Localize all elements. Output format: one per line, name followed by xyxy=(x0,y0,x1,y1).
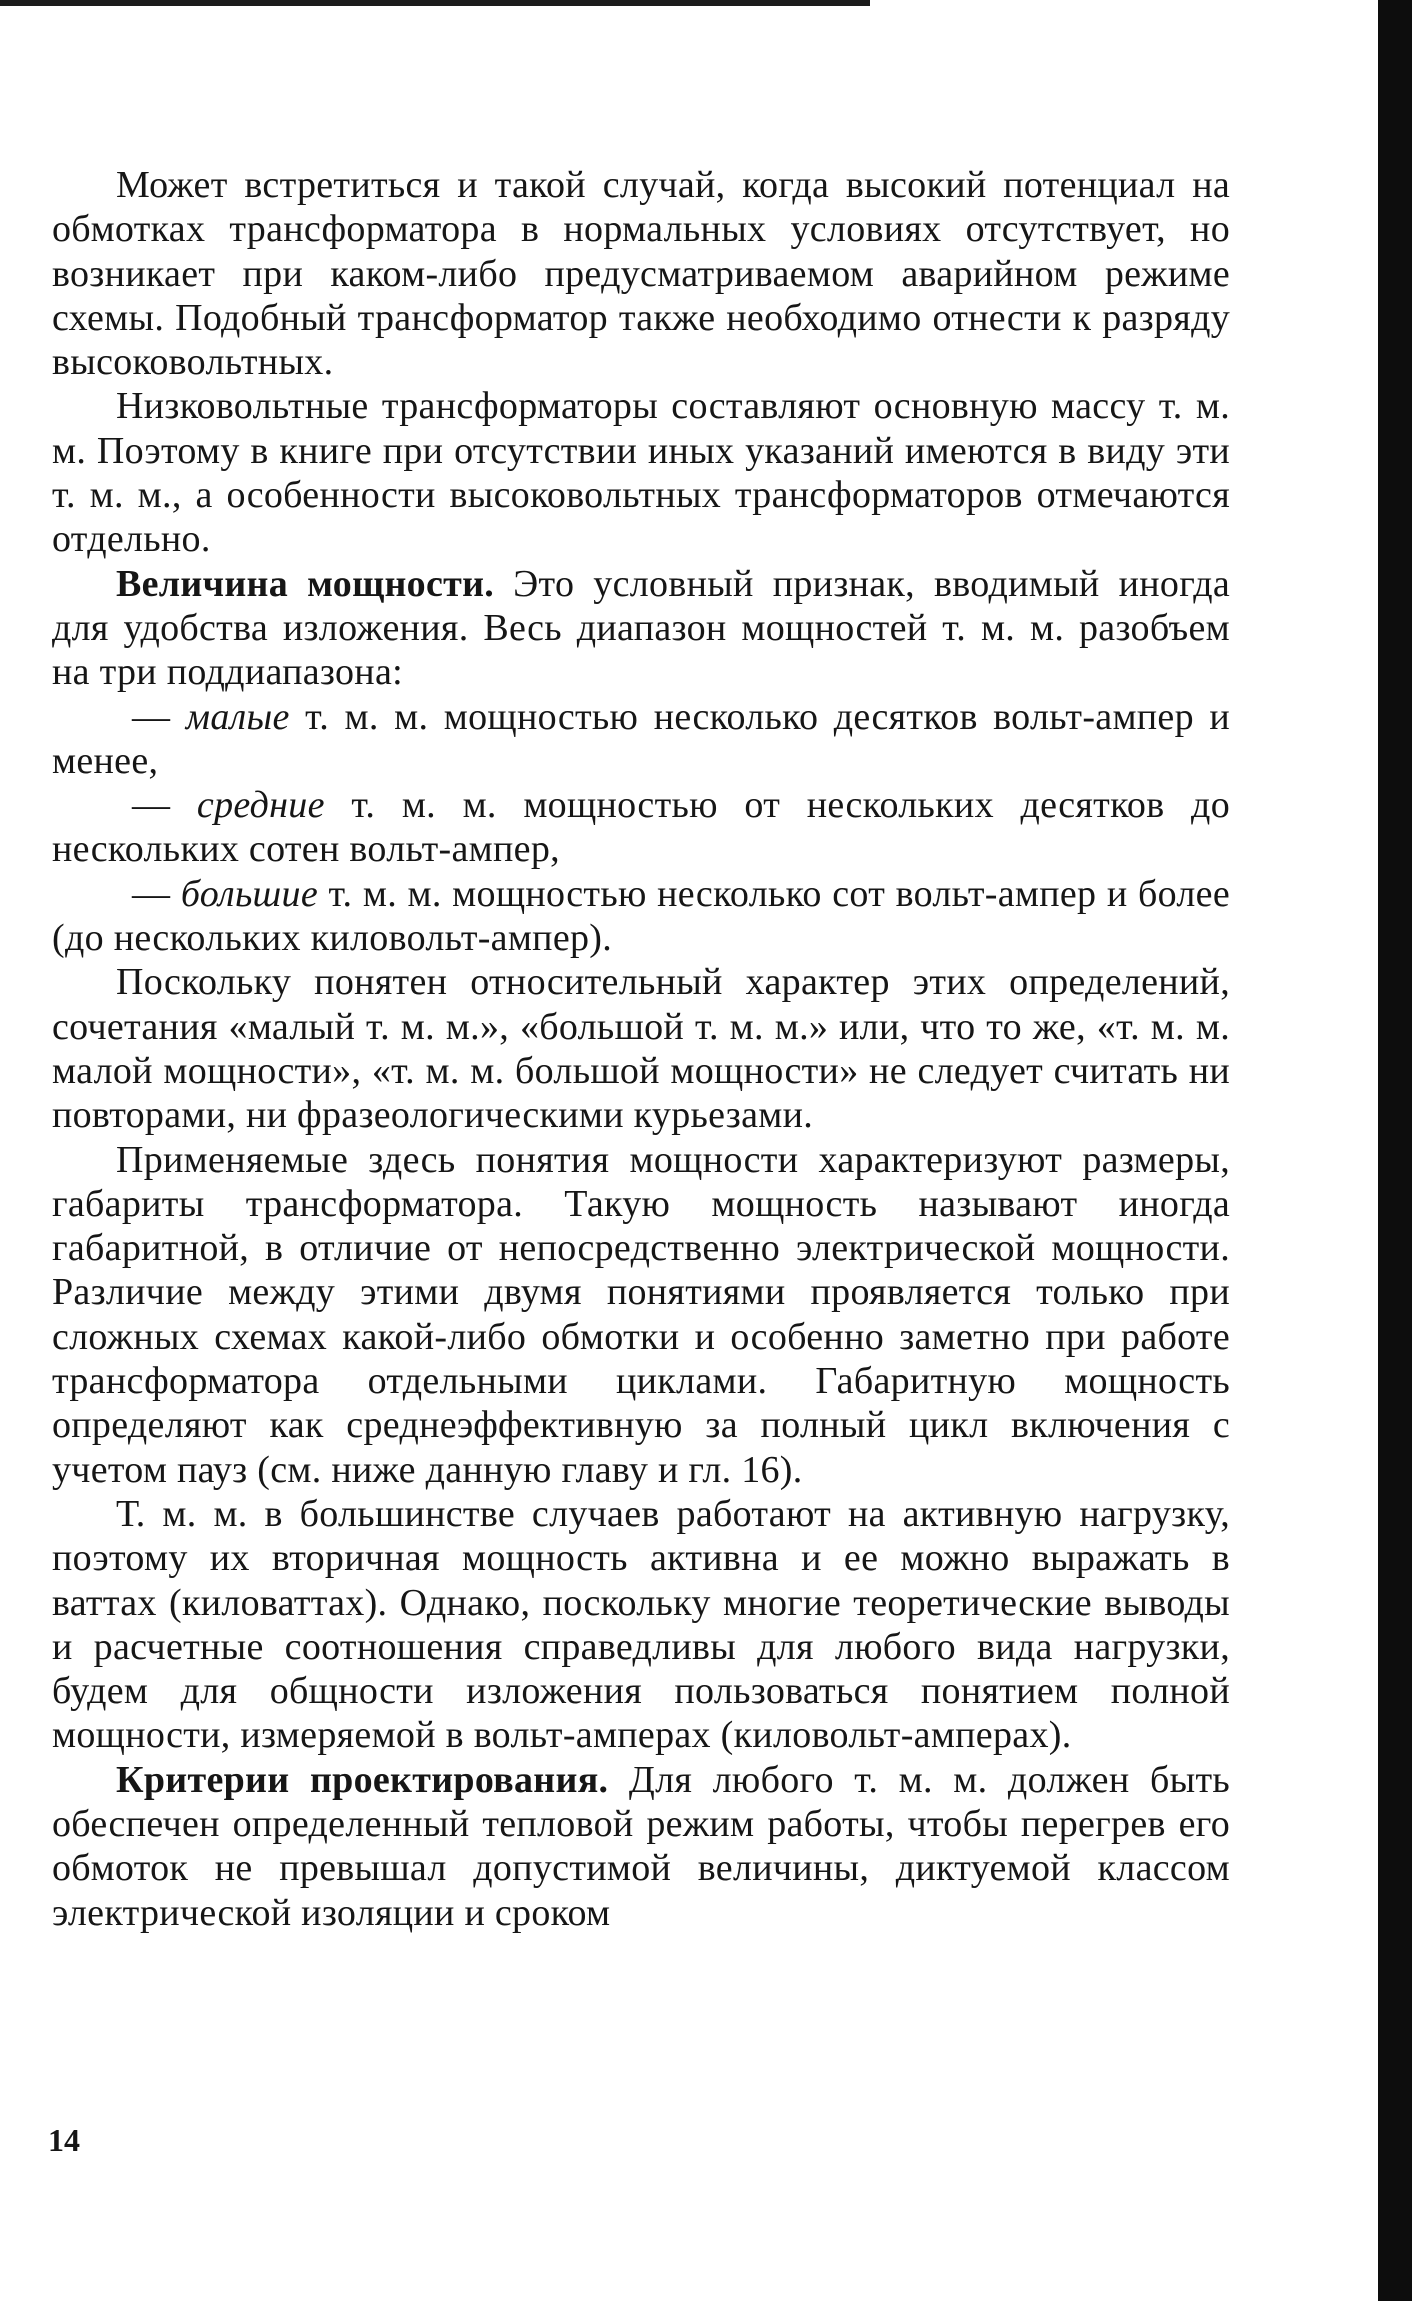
list-item-large xyxy=(52,872,1230,961)
list-item-term: большие xyxy=(180,872,318,915)
paragraph-text: Т. м. м. в большинстве случаев работают на активную нагрузку, поэтому их вторичная мощность активна и ее можно выражать в ваттах (киловаттах). Однако, поскольку многие теоретические выводы и расчетные соотношения справедливы для любого вида нагрузки, будем для общности изложения пользоваться понятием полной мощности, измеряемой в вольт-амперах (киловольт-амперах). xyxy=(52,1492,1230,1757)
paragraph-text: Низковольтные трансформаторы составляют основную массу т. м. м. Поэтому в книге при отсутствии иных указаний имеются в виду эти т. м. м., а особенности высоковольтных трансформаторов отмечаются отдельно. xyxy=(52,385,1230,561)
paragraph-low-voltage xyxy=(52,384,1230,561)
list-item-text: т. м. м. мощностью от нескольких десятков до нескольких сотен вольт-ампер, xyxy=(52,784,1230,871)
top-rule xyxy=(0,0,870,6)
paragraph-text: Для любого т. м. м. должен быть обеспечен определенный тепловой режим работы, чтобы перегрев его обмоток не превышал допустимой величины, диктуемой классом электрической изоляции и сроком xyxy=(52,1758,1230,1934)
list-item-text: т. м. м. мощностью несколько десятков вольт-ампер и менее, xyxy=(52,695,1230,782)
paragraph-design-criteria xyxy=(52,1758,1230,1935)
paragraph-heading: Величина мощности. xyxy=(116,562,495,605)
page-edge-shadow xyxy=(1378,0,1412,2301)
page-number: 14 xyxy=(48,2122,80,2158)
paragraph-power-magnitude xyxy=(52,562,1230,695)
list-item-small xyxy=(52,695,1230,784)
paragraph-heading: Критерии проектирования. xyxy=(116,1758,609,1801)
dash-prefix: — xyxy=(132,872,181,915)
list-item-term: малые xyxy=(185,695,290,738)
paragraph-text: Может встретиться и такой случай, когда высокий потенциал на обмотках трансформатора в нормальных условиях отсутствует, но возникает при каком-либо предусматриваемом аварийном режиме схемы. Подобный трансформатор также необходимо отнести к разряду высоковольтных. xyxy=(52,164,1230,384)
list-item-text: т. м. м. мощностью несколько сот вольт-ампер и более (до нескольких киловольт-ампер). xyxy=(52,872,1230,960)
paragraph-gabarit-power xyxy=(52,1138,1230,1492)
paragraph-text: Поскольку понятен относительный характер этих определений, сочетания «малый т. м. м.», «большой т. м. м.» или, что то же, «т. м. м. малой мощности», «т. м. м. большой мощности» не следует считать ни повторами, ни фразеологическими курьезами. xyxy=(52,961,1230,1137)
dash-prefix: — xyxy=(132,784,197,827)
paragraph-high-voltage-case xyxy=(52,163,1230,384)
paragraph-text: Применяемые здесь понятия мощности характеризуют размеры, габариты трансформатора. Такую мощность называют иногда габаритной, в отличие от непосредственно электрической мощности. Различие между этими двумя понятиями проявляется только при сложных схемах какой-либо обмотки и особенно заметно при работе трансформатора отдельными циклами. Габаритную мощность определяют как среднеэффективную за полный цикл включения с учетом пауз (см. ниже данную главу и гл. 16). xyxy=(52,1138,1230,1491)
page-body xyxy=(52,163,1230,1935)
paragraph-active-load xyxy=(52,1492,1230,1758)
list-item-medium xyxy=(52,783,1230,872)
paragraph-relative-character xyxy=(52,960,1230,1137)
list-item-term: средние xyxy=(196,784,325,827)
paragraph-text: Это условный признак, вводимый иногда для удобства изложения. Весь диапазон мощностей т. м. м. разобъем на три поддиапазона: xyxy=(52,562,1230,694)
dash-prefix: — xyxy=(132,695,186,738)
